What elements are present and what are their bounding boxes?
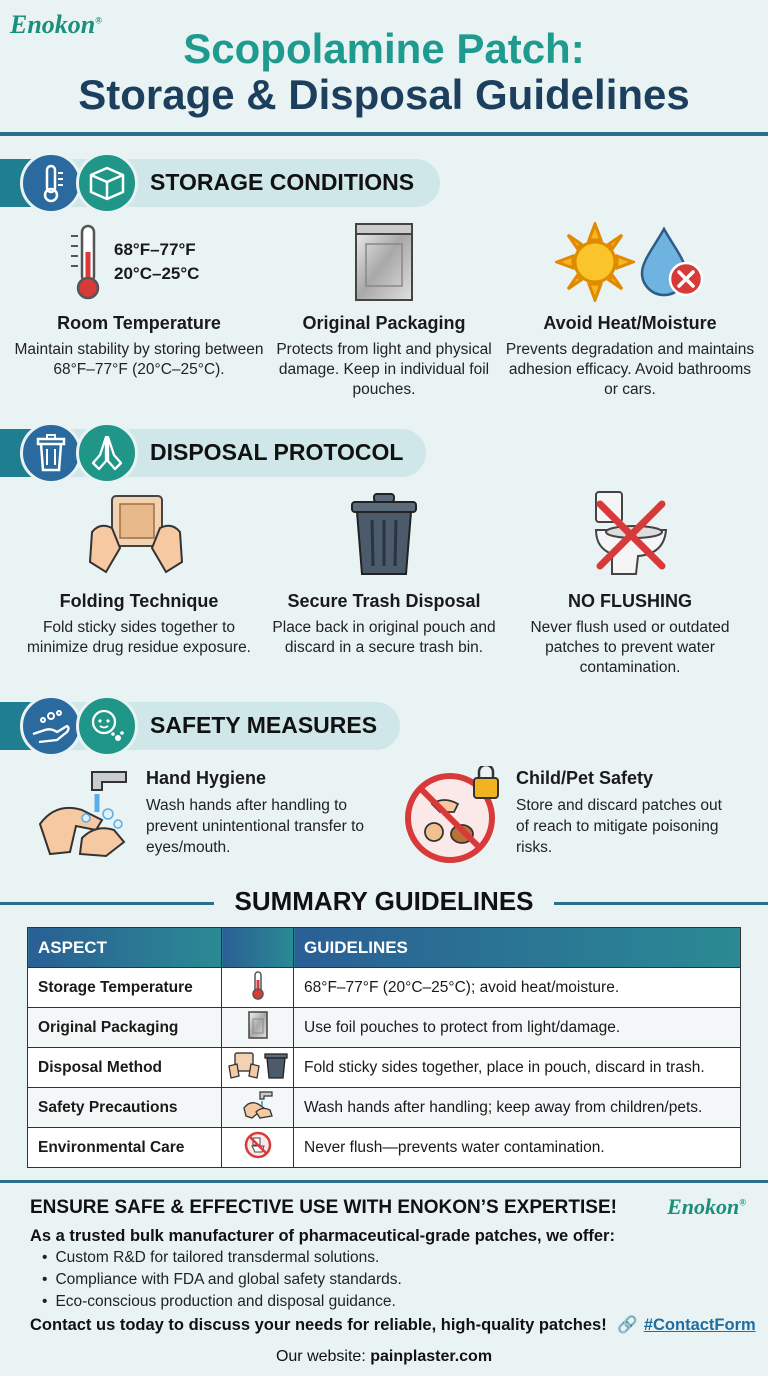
offer-intro: As a trusted bulk manufacturer of pharmaceutical-grade patches, we offer: — [30, 1227, 615, 1245]
footer-divider — [0, 1180, 768, 1183]
table-row: Original Packaging Use foil pouches to protect from light/damage. — [28, 1008, 741, 1048]
cta-heading: ENSURE SAFE & EFFECTIVE USE WITH ENOKON’S EXPERTISE! — [30, 1197, 617, 1218]
title-divider — [0, 132, 768, 136]
list-item: • Compliance with FDA and global safety standards. — [42, 1269, 402, 1291]
no-toilet-icon — [590, 490, 672, 578]
page-title-line2: Storage & Disposal Guidelines — [78, 71, 690, 118]
table-row: Disposal Method Fold sticky sides together, place in pouch, discard in trash. — [28, 1048, 741, 1088]
website-link[interactable]: painplaster.com — [370, 1348, 493, 1365]
brand-logo: Enokon® — [10, 10, 102, 39]
child-pet-safety-icon — [404, 766, 504, 864]
table-row: Storage Temperature 68°F–77°F (20°C–25°C); avoid heat/moisture. — [28, 968, 741, 1008]
disposal-item-secure-trash: Secure Trash Disposal Place back in original pouch and discard in a secure trash bin. — [272, 591, 496, 656]
sun-icon — [555, 222, 635, 302]
foil-pouch-icon — [352, 222, 416, 302]
page-title-line1: Scopolamine Patch: — [183, 25, 585, 72]
folding-hands-icon — [86, 492, 186, 578]
thermometer-icon — [222, 968, 294, 1008]
link-icon: 🔗 — [617, 1316, 638, 1334]
hand-wash-icon — [222, 1088, 294, 1128]
list-item: • Custom R&D for tailored transdermal solutions. — [42, 1247, 402, 1269]
trash-icon — [20, 422, 82, 484]
disposal-item-no-flushing: NO FLUSHING Never flush used or outdated patches to prevent water contamination. — [530, 591, 730, 676]
storage-section-header — [0, 159, 440, 207]
table-row: Environmental Care Never flush—prevents water contamination. — [28, 1128, 741, 1168]
foil-pouch-icon — [222, 1008, 294, 1048]
contact-line: Contact us today to discuss your needs for reliable, high-quality patches! 🔗 #ContactForm — [30, 1316, 756, 1334]
trash-bin-icon — [348, 492, 420, 578]
table-row: Safety Precautions Wash hands after handling; keep away from children/pets. — [28, 1088, 741, 1128]
storage-item-room-temperature: Room Temperature Maintain stability by storing between 68°F–77°F (20°C–25°C). — [14, 313, 264, 378]
summary-title: SUMMARY GUIDELINES — [234, 886, 534, 916]
website-line: Our website: painplaster.com — [275, 1348, 493, 1365]
box-icon — [76, 152, 138, 214]
disposal-item-folding: Folding Technique Fold sticky sides together to minimize drug residue exposure. — [27, 591, 251, 656]
safety-item-child-pet: Child/Pet Safety Store and discard patches out of reach to mitigate poisoning risks. — [516, 768, 722, 856]
brand-logo-footer: Enokon® — [667, 1194, 746, 1219]
guidelines-column-header: GUIDELINES — [294, 928, 741, 968]
storage-item-original-packaging: Original Packaging Protects from light and physical damage. Keep in individual foil pouches. — [276, 313, 492, 398]
contact-form-link[interactable]: #ContactForm — [643, 1316, 756, 1334]
icon-column-header — [222, 928, 294, 968]
no-flush-icon — [222, 1128, 294, 1168]
water-drop-icon — [636, 225, 708, 299]
safety-item-hand-hygiene: Hand Hygiene Wash hands after handling to prevent unintentional transfer to eyes/mouth. — [146, 768, 364, 856]
disposal-section-title: DISPOSAL PROTOCOL — [150, 439, 404, 465]
aspect-column-header: ASPECT — [28, 928, 222, 968]
hand-wash-icon — [20, 695, 82, 757]
praying-hands-icon — [76, 422, 138, 484]
temperature-range: 68°F–77°F 20°C–25°C — [114, 240, 200, 283]
child-pet-icon — [76, 695, 138, 757]
summary-table — [27, 927, 741, 1168]
summary-header-row — [28, 928, 741, 968]
storage-item-avoid-heat-moisture: Avoid Heat/Moisture Prevents degradation and maintains adhesion efficacy. Avoid bathrooms or cars. — [505, 313, 755, 398]
safety-section-header — [0, 702, 400, 750]
storage-section-title: STORAGE CONDITIONS — [150, 169, 415, 195]
disposal-section-header — [0, 429, 426, 477]
washing-hands-icon — [36, 768, 132, 860]
thermometer-red-icon — [68, 222, 108, 302]
thermometer-icon — [20, 152, 82, 214]
list-item: • Eco-conscious production and disposal guidance. — [42, 1291, 402, 1313]
safety-section-title: SAFETY MEASURES — [150, 712, 378, 738]
offer-list — [42, 1247, 402, 1313]
fold-trash-icon — [222, 1048, 294, 1088]
